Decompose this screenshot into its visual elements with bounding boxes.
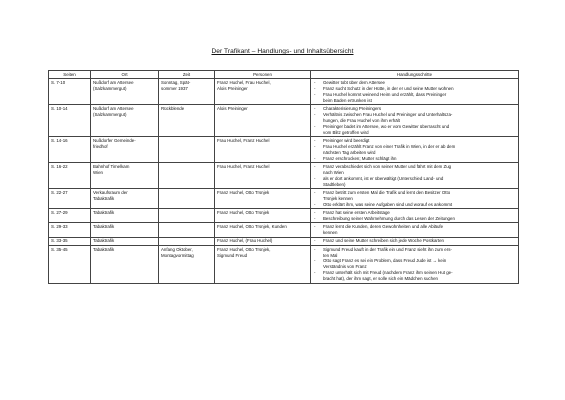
step-line: kennen (323, 230, 338, 236)
step-line: - Frau Huchel erzählt Franz von einer Trafik in Wien, in der er ab dem (323, 143, 456, 149)
step-line: - Sigmund Freud kauft in der Trafik ein und Franz sieht ihn zum ers- (323, 246, 452, 252)
table-row (49, 163, 519, 189)
header-time: Zeit (159, 71, 215, 79)
cell-pages: S. 14-16 (49, 137, 91, 163)
header-persons: Personen (215, 71, 311, 79)
cell-place-line: (Salzkammergut) (93, 111, 127, 117)
cell-pages: S. 27-29 (49, 209, 91, 223)
cell-persons (215, 79, 311, 105)
cell-place (91, 79, 159, 105)
steps-list (313, 224, 516, 236)
step-line: - als er dort ankommt, ist er überwältigt (Unterschied Land- und (323, 175, 444, 181)
cell-persons (215, 245, 311, 283)
cell-place-line: Nußdorf am Attersee (93, 79, 134, 85)
cell-place-line: Wien (93, 169, 104, 175)
overview-table (48, 70, 519, 284)
cell-persons (215, 137, 311, 163)
step-line: - Preininger wird beerdigt (323, 137, 370, 143)
cell-persons (215, 223, 311, 237)
cell-place-line: (Salzkammergut) (93, 85, 127, 91)
step-line: - Otto erklärt ihm, was seine Aufgaben sind und worauf es ankommt (323, 201, 453, 207)
cell-steps (311, 189, 519, 209)
cell-place (91, 209, 159, 223)
cell-time (159, 189, 215, 209)
step-item (313, 224, 516, 236)
step-line: - Preininger badet im Attersee, wo er vom Gewitter überrascht und (323, 123, 450, 129)
table-row (49, 237, 519, 245)
cell-place (91, 163, 159, 189)
step-item (313, 144, 516, 156)
cell-time (159, 245, 215, 283)
cell-place-line: Tabaktrafik (93, 195, 115, 201)
step-item (313, 216, 516, 222)
step-item (313, 258, 516, 270)
cell-place-line: Tabaktrafik (93, 246, 115, 252)
cell-place-line: Nußdorf am Attersee (93, 105, 134, 111)
steps-list (313, 238, 516, 244)
cell-pages: S. 10-14 (49, 105, 91, 137)
cell-persons-line: Franz Huchel, Otto Trsnjek, Kunden (217, 224, 287, 230)
cell-steps (311, 209, 519, 223)
cell-time-line: Sonntag, Spät- (161, 79, 191, 85)
step-line: beim Baden ertrunken ist (323, 97, 372, 103)
step-line: nach Wien (323, 169, 344, 175)
cell-persons-line: Franz Huchel, Frau Huchel, (217, 79, 271, 85)
steps-list (313, 247, 516, 282)
cell-time (159, 209, 215, 223)
cell-persons-line: Franz Huchel, (Frau Huchel) (217, 238, 273, 244)
cell-place-line: Tabaktrafik (93, 238, 115, 244)
cell-steps (311, 223, 519, 237)
table-row (49, 137, 519, 163)
step-line: - Charakterisierung Preiningers (323, 105, 382, 111)
cell-pages: S. 22-27 (49, 189, 91, 209)
cell-place-line: Tabaktrafik (93, 224, 115, 230)
step-line: ten Mal (323, 252, 338, 258)
cell-time (159, 163, 215, 189)
cell-persons (215, 237, 311, 245)
cell-place (91, 105, 159, 137)
cell-persons-line: Franz Huchel, Otto Trsnjek (217, 189, 270, 195)
cell-time-line: sommer 1937 (161, 85, 188, 91)
cell-pages: S. 7-10 (49, 79, 91, 105)
step-line: nächsten Tag arbeiten wird (323, 149, 376, 155)
step-line: - Beschreibung seiner Wahrnehmung durch das Lesen der Zeitungen (323, 215, 455, 221)
cell-pages: S. 35-45 (49, 245, 91, 283)
cell-persons-line: Frau Huchel, Franz Huchel (217, 163, 270, 169)
step-line: - Gewitter tobt über dem Attersee (323, 79, 385, 85)
cell-place-line: Nußdorfer Gemeinde- (93, 137, 136, 143)
steps-list (313, 190, 516, 208)
step-item (313, 176, 516, 188)
step-item (313, 156, 516, 162)
table-row (49, 105, 519, 137)
cell-steps (311, 79, 519, 105)
cell-time (159, 237, 215, 245)
step-line: - Franz betritt zum ersten Mal die Trafik und lernt den Besitzer Otto (323, 189, 451, 195)
step-line: - Verhältnis zwischen Frau Huchel und Preininger und Unterhaltsza- (323, 111, 453, 117)
steps-list (313, 106, 516, 136)
step-line: - Franz unterhält sich mit Freud (nachdem Franz ihm seinen Hut ge- (323, 270, 453, 276)
step-line: - Franz erschrocken; Mutter schlägt ihn (323, 155, 397, 161)
steps-list (313, 164, 516, 188)
cell-time-line: Rückblende (161, 105, 185, 111)
step-line: hungen, die Frau Huchel von ihm erhält (323, 117, 400, 123)
cell-time-line: Anfang Oktober, (161, 246, 193, 252)
steps-list (313, 210, 516, 222)
step-line: - Franz sucht Schutz in der Hütte, in der er und seine Mutter wohnen (323, 85, 454, 91)
cell-steps (311, 163, 519, 189)
cell-place-line: Tabaktrafik (93, 209, 115, 215)
cell-persons (215, 189, 311, 209)
step-line: - Franz verabschiedet sich von seiner Mutter und fährt mit dem Zug (323, 163, 452, 169)
cell-steps (311, 105, 519, 137)
cell-persons-line: Franz Huchel, Otto Trsnjek (217, 209, 270, 215)
steps-list (313, 80, 516, 104)
header-steps: Handlungsschritte (311, 71, 519, 79)
cell-time (159, 79, 215, 105)
cell-persons (215, 209, 311, 223)
cell-steps (311, 245, 519, 283)
step-item (313, 124, 516, 136)
step-item (313, 112, 516, 124)
header-pages: Seiten (49, 71, 91, 79)
table-row (49, 209, 519, 223)
cell-pages: S. 29-33 (49, 223, 91, 237)
cell-place (91, 245, 159, 283)
step-line: - Franz hat seine ersten Arbeitstage (323, 209, 390, 215)
table-row (49, 223, 519, 237)
step-line: - Franz lernt die Kunden, deren Gewohnheiten und alle Abläufe (323, 224, 444, 230)
step-line: - Otto sagt Franz es sei ein Problem, dass Freud Jude ist → kein (323, 258, 447, 264)
step-item (313, 247, 516, 259)
cell-steps (311, 237, 519, 245)
cell-persons (215, 163, 311, 189)
cell-time (159, 223, 215, 237)
table-row (49, 245, 519, 283)
cell-time (159, 137, 215, 163)
step-line: Stadtleben) (323, 181, 346, 187)
table-body (49, 79, 519, 283)
step-line: Verständnis von Franz (323, 264, 367, 270)
cell-place (91, 223, 159, 237)
cell-steps (311, 137, 519, 163)
step-item (313, 202, 516, 208)
document-title: Der Trafikant – Handlungs- und Inhaltsübersicht (211, 48, 354, 55)
step-line: bracht hat), der ihm sagt, er solle sich ein Mädchen suchen (323, 276, 438, 282)
cell-place-line: Bahnhof Timelkam (93, 163, 130, 169)
cell-place (91, 189, 159, 209)
cell-place-line: Verkaufsraum der (93, 189, 128, 195)
cell-persons-line: Alois Preininger (217, 105, 248, 111)
cell-persons-line: Frau Huchel, Franz Huchel (217, 137, 270, 143)
cell-pages: S. 33-35 (49, 237, 91, 245)
step-line: vom Blitz getroffen wird (323, 129, 369, 135)
cell-persons-line: Sigmund Freud (217, 252, 248, 258)
step-item (313, 270, 516, 282)
step-line: Trsnjek kennen (323, 195, 353, 201)
cell-persons-line: Alois Preininger (217, 85, 248, 91)
header-place: Ort (91, 71, 159, 79)
table-row (49, 79, 519, 105)
step-line: - Frau Huchel kommt weinend Heim und erzählt, dass Preininger (323, 91, 447, 97)
cell-persons (215, 105, 311, 137)
cell-pages: S. 16-22 (49, 163, 91, 189)
steps-list (313, 138, 516, 162)
header-row (49, 71, 519, 79)
step-item (313, 190, 516, 202)
step-item (313, 92, 516, 104)
cell-time-line: Montagvormittag (161, 252, 194, 258)
step-line: - Franz und seine Mutter schreiben sich jede Woche Postkarten (323, 238, 444, 244)
cell-place (91, 137, 159, 163)
step-item (313, 164, 516, 176)
table-row (49, 189, 519, 209)
cell-place (91, 237, 159, 245)
cell-time (159, 105, 215, 137)
cell-place-line: friedhof (93, 143, 108, 149)
cell-persons-line: Franz Huchel, Otto Trsnjek, (217, 246, 271, 252)
step-item (313, 238, 516, 244)
